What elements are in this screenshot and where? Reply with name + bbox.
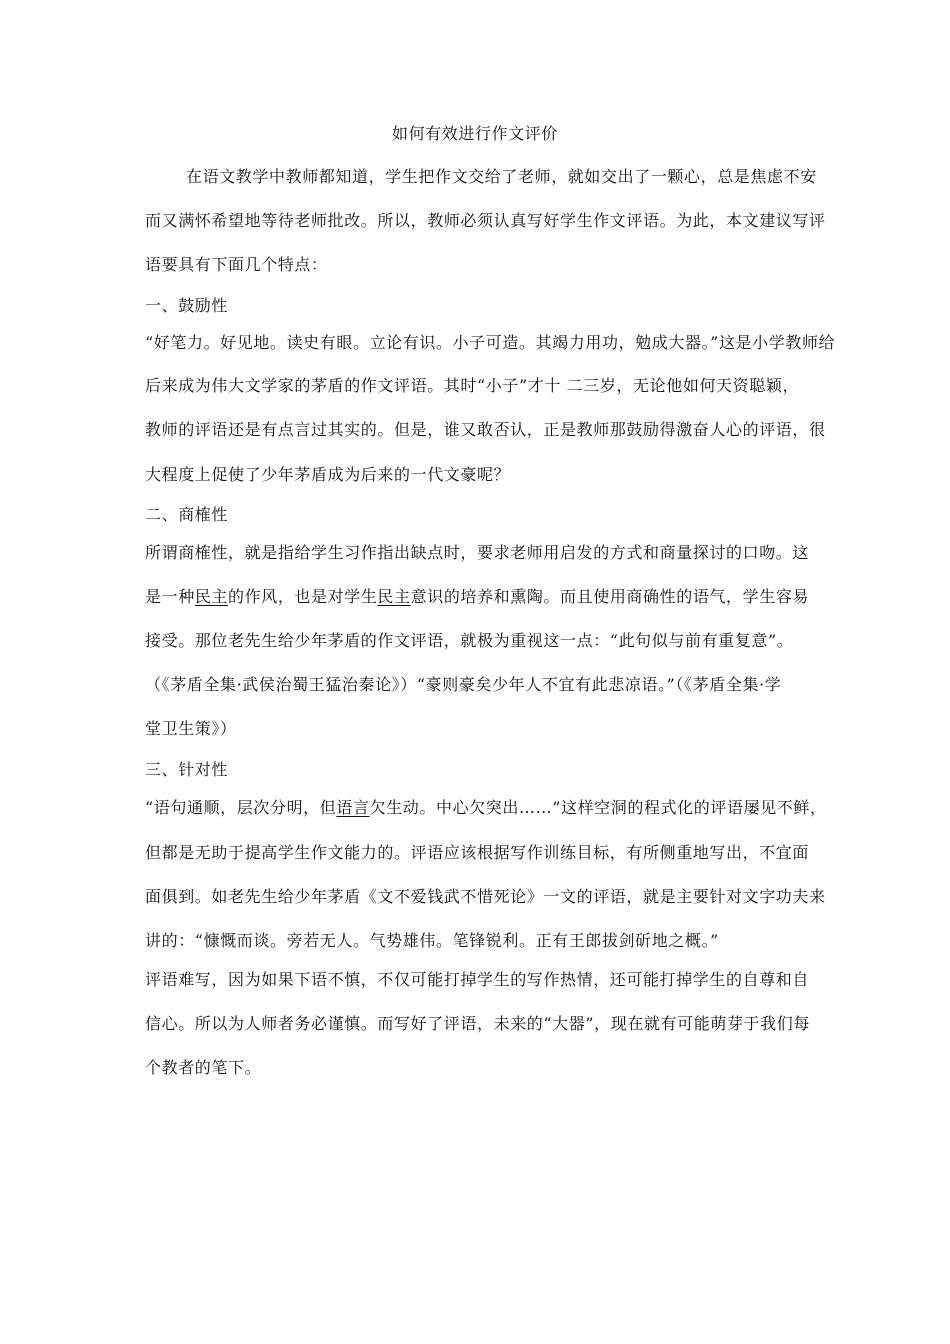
section-heading-discussive: 二、商榷性: [145, 505, 229, 524]
intro-line-1: 在语文教学中教师都知道，学生把作文交给了老师，就如交出了一颗心，总是焦虑不安: [186, 167, 817, 186]
section2-line-3: 接受。那位老先生给少年茅盾的作文评语，就极为重视这一点：“此句似与前有重复意”。: [145, 631, 794, 650]
document-title: 如何有效进行作文评价: [391, 124, 558, 143]
section-heading-encouraging: 一、鼓励性: [145, 296, 229, 315]
section2-line-2-part-3: 意识的培养和熏陶。而且使用商确性的语气，学生容易: [410, 587, 810, 606]
section1-line-4: 大程度上促使了少年茅盾成为后来的一代文豪呢？: [145, 465, 511, 484]
section3-line-1: [145, 798, 827, 818]
underlined-term-democracy-2: 民主: [377, 587, 411, 606]
underlined-term-democracy: 民主: [194, 587, 229, 606]
conclusion-line-2: 信心。所以为人师者务必谨慎。而写好了评语，未来的“大器”，现在就有可能萌芽于我们每: [145, 1014, 810, 1033]
conclusion-line-3: 个教者的笔下。: [145, 1058, 262, 1077]
underlined-term-language: 语言: [336, 798, 370, 817]
section1-line-1: “好笔力。好见地。读史有眼。立论有识。小子可造。其竭力用功，勉成大器。”这是小学教师给: [145, 333, 836, 352]
section3-line-1-part-1: “语句通顺，层次分明，但: [145, 798, 337, 817]
section-heading-targeted: 三、针对性: [145, 760, 229, 779]
conclusion-line-1: 评语难写，因为如果下语不慎，不仅可能打掉学生的写作热情，还可能打掉学生的自尊和自: [145, 970, 810, 989]
section2-line-2-part-2: 的作风，也是对学生: [228, 587, 378, 606]
section2-line-2-part-1: 是一种: [145, 587, 195, 606]
section2-line-5: 堂卫生策》）: [145, 719, 237, 738]
section2-line-4: （《茅盾全集·武侯治蜀王猛治秦论》）“豪则豪矣少年人不宜有此悲凉语。”（《茅盾全集·学: [145, 675, 782, 694]
section1-line-3: 教师的评语还是有点言过其实的。但是，谁又敢否认，正是教师那鼓励得激奋人心的评语，很: [145, 420, 826, 439]
section3-line-4: 讲的：“慷慨而谈。旁若无人。气势雄伟。笔锋锐利。正有王郎拔剑斫地之概。”: [145, 931, 719, 950]
section2-line-1: 所谓商榷性，就是指给学生习作指出缺点时，要求老师用启发的方式和商量探讨的口吻。这: [145, 543, 810, 562]
section2-line-2: [145, 587, 809, 607]
section3-line-1-part-2: 欠生动。中心欠突出……”这样空洞的程式化的评语屡见不鲜，: [369, 798, 827, 817]
section3-line-3: 面俱到。如老先生给少年茅盾《文不爱钱武不惜死论》一文的评语，就是主要针对文字功夫来: [145, 887, 826, 906]
intro-line-2: 而又满怀希望地等待老师批改。所以，教师必须认真写好学生作文评语。为此，本文建议写评: [145, 211, 826, 230]
section3-line-2: 但都是无助于提高学生作文能力的。评语应该根据写作训练目标，有所侧重地写出，不宜面: [145, 843, 810, 862]
intro-line-3: 语要具有下面几个特点：: [145, 255, 328, 274]
section1-line-2: 后来成为伟大文学家的茅盾的作文评语。其时“小子”才十 二三岁，无论他如何天资聪颖，: [145, 376, 800, 395]
